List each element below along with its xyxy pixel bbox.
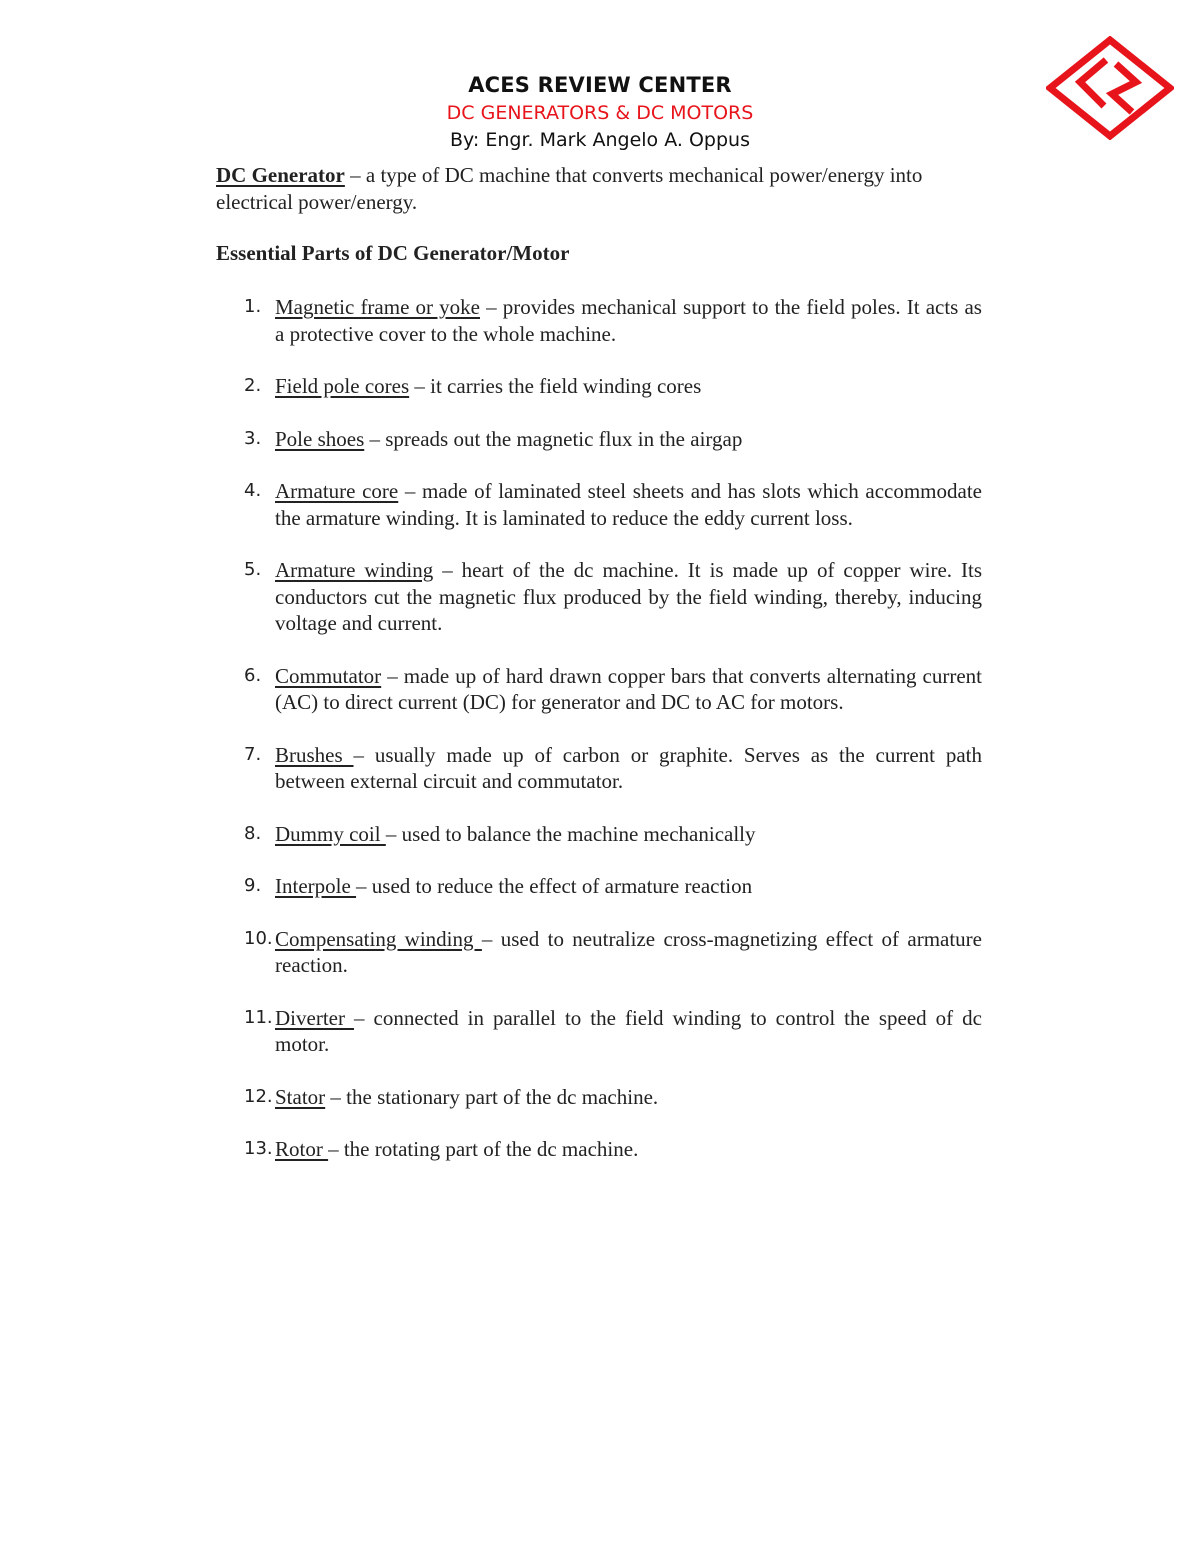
list-item-term: Armature core xyxy=(275,479,399,503)
definition-text: – a type of DC machine that converts mechanical power/energy into electrical power/energy. xyxy=(216,163,923,214)
list-item xyxy=(244,373,982,400)
list-item-term: Interpole xyxy=(275,874,357,898)
list-item-description: – the stationary part of the dc machine. xyxy=(325,1084,659,1109)
definition-term: DC Generator xyxy=(216,163,345,187)
list-item-description: – used to reduce the effect of armature reaction xyxy=(356,874,753,898)
list-item xyxy=(244,557,982,637)
list-item-number: 4. xyxy=(244,480,262,501)
section-heading: Essential Parts of DC Generator/Motor xyxy=(216,241,570,265)
list-item-number: 8. xyxy=(244,822,262,844)
list-item xyxy=(244,926,982,979)
list-item-number: 11. xyxy=(244,1006,273,1028)
list-item-number: 7. xyxy=(244,743,262,765)
list-item-term: Field pole cores xyxy=(275,374,410,398)
list-item-term: Compensating winding xyxy=(275,926,482,951)
list-item-number: 9. xyxy=(244,875,262,896)
list-item xyxy=(244,1084,982,1111)
list-item-description: – heart of the dc machine. It is made up of copper wire. Its conductors cut the magnetic flux produced by the field winding, thereby, inducing voltage and current. xyxy=(275,558,983,635)
list-item-number: 1. xyxy=(244,296,262,317)
dc-generator-definition xyxy=(216,162,982,216)
list-item-term: Magnetic frame or yoke xyxy=(275,295,480,319)
list-item-number: 12. xyxy=(244,1085,273,1107)
list-item-number: 5. xyxy=(244,559,262,580)
list-item-number: 6. xyxy=(244,664,262,686)
list-item-description: – connected in parallel to the field winding to control the speed of dc motor. xyxy=(275,1005,982,1056)
list-item xyxy=(244,873,982,900)
list-item-term: Dummy coil xyxy=(275,821,386,846)
list-item-description: – it carries the field winding cores xyxy=(409,374,702,398)
aces-logo-icon xyxy=(1046,36,1174,140)
list-item-number: 13. xyxy=(244,1138,273,1159)
list-item-description: – the rotating part of the dc machine. xyxy=(328,1137,639,1161)
list-item-term: Armature winding xyxy=(275,558,434,582)
list-item-term: Pole shoes xyxy=(275,426,365,451)
list-item-number: 3. xyxy=(244,427,262,449)
list-item-number: 10. xyxy=(244,927,273,949)
list-item-term: Rotor xyxy=(275,1137,329,1161)
list-item-description: – provides mechanical support to the field poles. It acts as a protective cover to the whole machine. xyxy=(275,295,982,346)
list-item xyxy=(244,1136,982,1163)
list-item-term: Diverter xyxy=(275,1005,354,1030)
list-item-term: Stator xyxy=(275,1084,326,1109)
list-item-term: Commutator xyxy=(275,663,382,688)
list-item-number: 2. xyxy=(244,375,262,396)
list-item-description: – used to balance the machine mechanically xyxy=(385,821,756,846)
list-item-term: Brushes xyxy=(275,742,354,767)
list-item xyxy=(244,426,982,453)
list-item xyxy=(244,663,982,716)
list-item xyxy=(244,742,982,795)
list-item xyxy=(244,821,982,848)
list-item xyxy=(244,294,982,347)
list-item-description: – spreads out the magnetic flux in the airgap xyxy=(364,426,743,451)
list-item-description: – made up of hard drawn copper bars that converts alternating current (AC) to direct current (DC) for generator and DC to AC for motors. xyxy=(275,663,982,714)
parts-list xyxy=(244,294,982,1189)
list-item-description: – used to neutralize cross-magnetizing effect of armature reaction. xyxy=(275,926,982,977)
list-item xyxy=(244,478,982,531)
header-subtitle: DC GENERATORS & DC MOTORS xyxy=(446,102,754,124)
list-item xyxy=(244,1005,982,1058)
header-title: ACES REVIEW CENTER xyxy=(468,73,732,97)
list-item-description: – made of laminated steel sheets and has slots which accommodate the armature winding. It is laminated to reduce the eddy current loss. xyxy=(275,479,982,530)
header-author: By: Engr. Mark Angelo A. Oppus xyxy=(450,129,750,151)
document-header xyxy=(0,70,1200,154)
list-item-description: – usually made up of carbon or graphite. Serves as the current path between external circuit and commutator. xyxy=(275,742,982,793)
